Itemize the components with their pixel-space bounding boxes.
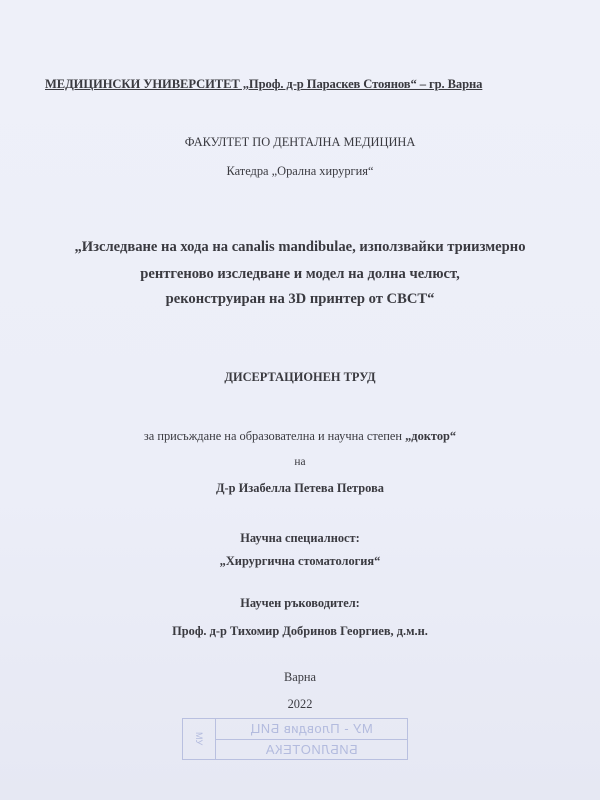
city: Варна	[283, 670, 317, 684]
department-name: Катедра „Орална хирургия“	[226, 164, 374, 178]
university-heading: МЕДИЦИНСКИ УНИВЕРСИТЕТ „Проф. д-р Параскев Стоянов“ – гр. Варна	[45, 77, 483, 91]
supervisor-label: Научен ръководител:	[240, 596, 360, 610]
author-name: Д-р Изабелла Петева Петрова	[216, 481, 384, 495]
stamp-main	[216, 719, 407, 759]
degree-award-line	[0, 429, 600, 444]
specialty-label: Научна специалност:	[240, 531, 360, 545]
stamp-line-2: БИБЛИОТЕКА	[216, 739, 407, 760]
thesis-title-line-3: реконструиран на 3D принтер от CBCT“	[165, 291, 435, 307]
thesis-title-line-2: рентгеново изследване и модел на долна челюст,	[140, 266, 460, 282]
stamp-line-1: МУ - Пловдив БИЦ	[250, 721, 373, 737]
stamp-side-label: МУ	[183, 719, 216, 759]
supervisor-value: Проф. д-р Тихомир Добринов Георгиев, д.м.н.	[172, 624, 428, 638]
thesis-title-line-1: „Изследване на хода на canalis mandibulae, използвайки триизмерно	[74, 239, 526, 255]
year: 2022	[287, 697, 313, 711]
library-stamp	[182, 718, 408, 760]
specialty-value: „Хирургична стоматология“	[219, 554, 381, 568]
faculty-name: ФАКУЛТЕТ ПО ДЕНТАЛНА МЕДИЦИНА	[184, 135, 416, 149]
award-degree: „доктор“	[405, 429, 457, 443]
award-prefix: за присъждане на образователна и научна степен	[143, 429, 406, 443]
document-type: ДИСЕРТАЦИОНЕН ТРУД	[224, 370, 376, 384]
preposition-on: на	[294, 456, 306, 468]
